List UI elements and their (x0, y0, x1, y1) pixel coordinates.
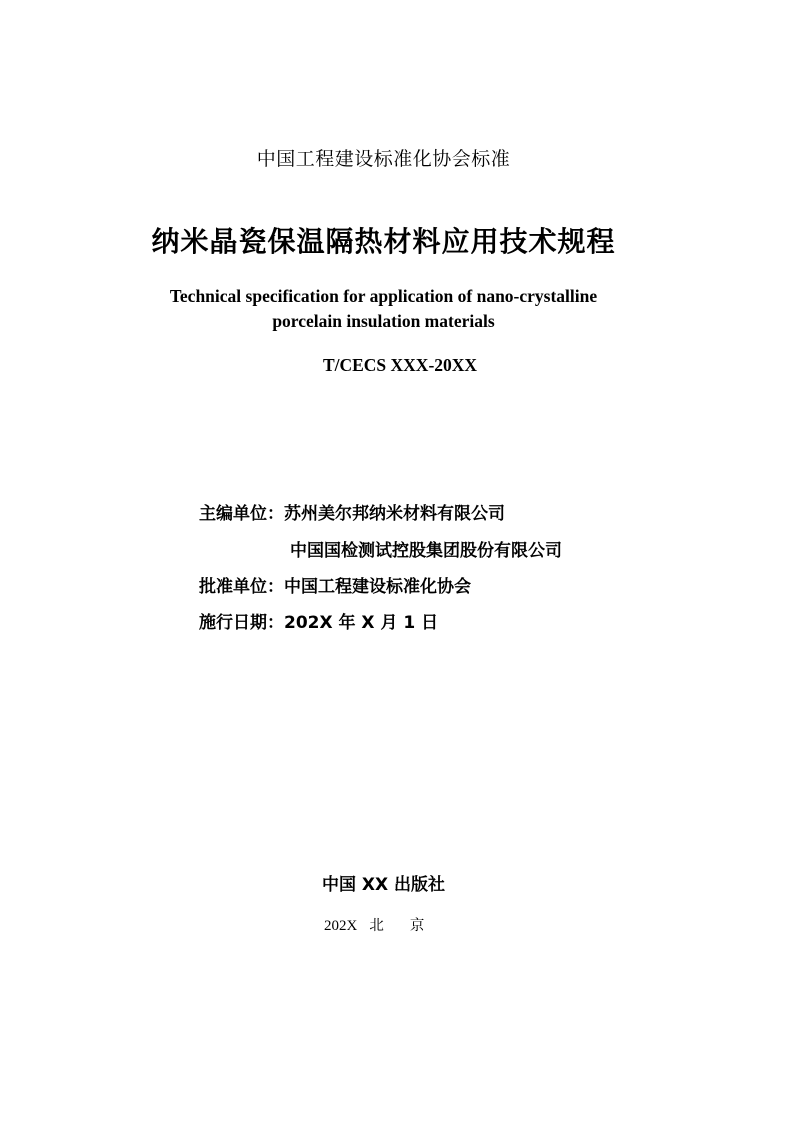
chief-editor-label: 主编单位： (199, 504, 284, 524)
effective-date-value: 202X 年 X 月 1 日 (284, 613, 439, 633)
chief-editor-2: 中国国检测试控股集团股份有限公司 (290, 541, 562, 561)
document-title-en-line1: Technical specification for application of nano-crystalline (169, 286, 598, 306)
chief-editor-row (199, 499, 505, 524)
document-title-cn: 纳米晶瓷保温隔热材料应用技术规程 (151, 225, 616, 258)
publication-city: 北京 (369, 918, 451, 934)
publication-place-date (324, 914, 450, 935)
chief-editor-row-2 (290, 536, 562, 561)
publisher-name: 中国 XX 出版社 (321, 875, 446, 895)
approver-label: 批准单位： (199, 577, 284, 597)
association-standard-heading: 中国工程建设标准化协会标准 (256, 148, 511, 170)
effective-date-row (199, 608, 438, 633)
standard-number: T/CECS XXX-20XX (322, 355, 478, 375)
document-title-en-line2: porcelain insulation materials (272, 311, 495, 331)
publication-year: 202X (324, 918, 358, 934)
approver-value: 中国工程建设标准化协会 (284, 577, 471, 597)
document-title-en (0, 284, 767, 334)
chief-editor-1: 苏州美尔邦纳米材料有限公司 (284, 504, 505, 524)
approver-row (199, 572, 471, 597)
effective-label: 施行日期： (199, 613, 284, 633)
